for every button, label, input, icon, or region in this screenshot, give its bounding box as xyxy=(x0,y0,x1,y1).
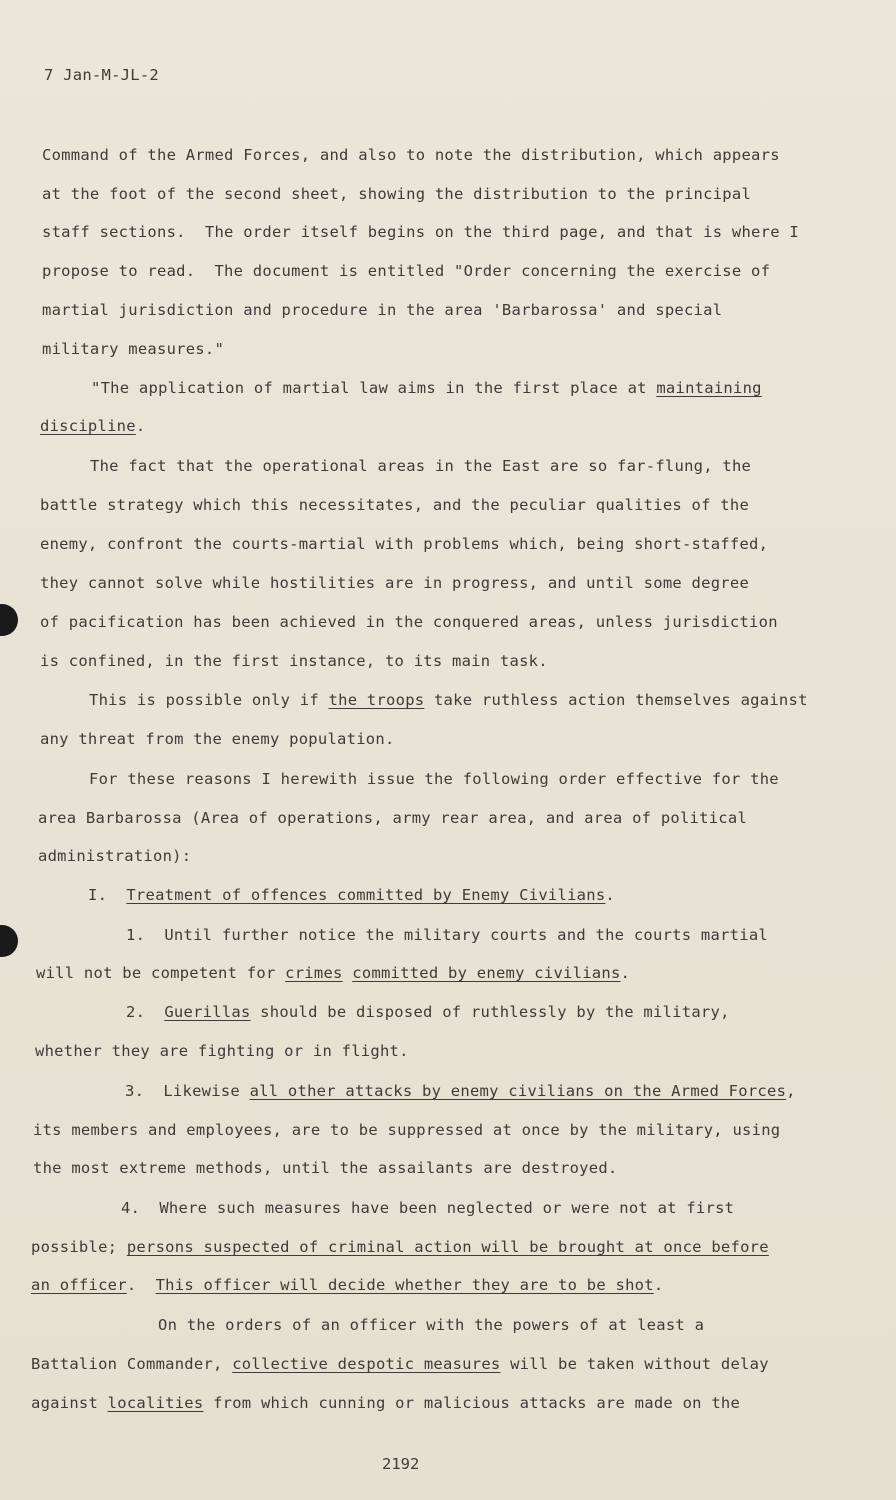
text-line: any threat from the enemy population. xyxy=(40,730,395,748)
text-line: at the foot of the second sheet, showing the distribution to the principal xyxy=(42,185,752,203)
text-line xyxy=(91,378,762,398)
underlined-text: persons suspected of criminal action will be brought at once before xyxy=(126,1238,769,1256)
text-line: enemy, confront the courts-martial with problems which, being short-staffed, xyxy=(40,535,769,553)
underlined-text: crimes xyxy=(285,964,343,982)
underlined-text: This officer will decide whether they are to be shot xyxy=(155,1276,654,1294)
text-line: is confined, in the first instance, to its main task. xyxy=(40,652,548,670)
text-line xyxy=(31,1237,769,1257)
underlined-text: collective despotic measures xyxy=(232,1355,501,1373)
text-segment: will not be competent for xyxy=(36,964,286,982)
text-line xyxy=(40,416,145,436)
text-segment: possible; xyxy=(31,1238,127,1256)
binder-hole xyxy=(0,604,18,636)
text-line xyxy=(125,1081,796,1101)
text-segment: take ruthless action themselves against xyxy=(424,691,808,709)
text-line xyxy=(89,690,808,710)
text-line: 1. Until further notice the military courts and the courts martial xyxy=(126,926,768,944)
underlined-text: the troops xyxy=(328,691,425,709)
text-line: they cannot solve while hostilities are in progress, and until some degree xyxy=(40,574,750,592)
text-segment: This is possible only if xyxy=(89,691,329,709)
text-line: military measures." xyxy=(42,340,225,358)
text-segment: . xyxy=(126,1276,156,1294)
section-heading xyxy=(88,885,615,905)
underlined-text: Guerillas xyxy=(164,1003,251,1021)
text-line: its members and employees, are to be suppressed at once by the military, using xyxy=(33,1121,781,1139)
underlined-text: committed by enemy civilians xyxy=(352,964,621,982)
text-segment: I. xyxy=(88,886,127,904)
binder-hole xyxy=(0,925,18,957)
underlined-text: Treatment of offences committed by Enemy Civilians xyxy=(126,886,606,904)
text-segment: , xyxy=(786,1082,796,1100)
text-line xyxy=(126,1002,730,1022)
text-segment: should be disposed of ruthlessly by the military, xyxy=(250,1003,730,1021)
text-line xyxy=(31,1393,740,1413)
text-line: On the orders of an officer with the powers of at least a xyxy=(158,1316,705,1334)
underlined-text: discipline xyxy=(40,417,136,435)
text-segment: will be taken without delay xyxy=(500,1355,769,1373)
text-line xyxy=(31,1275,663,1295)
text-line: The fact that the operational areas in the East are so far-flung, the xyxy=(90,457,752,475)
text-segment: . xyxy=(605,886,616,904)
text-segment: against xyxy=(31,1394,108,1412)
text-segment: . xyxy=(620,964,631,982)
text-line: the most extreme methods, until the assailants are destroyed. xyxy=(33,1159,618,1177)
document-reference: 7 Jan-M-JL-2 xyxy=(44,66,159,84)
text-segment: Battalion Commander, xyxy=(31,1355,233,1373)
text-segment: from which cunning or malicious attacks are made on the xyxy=(203,1394,741,1412)
underlined-text: an officer xyxy=(31,1276,127,1294)
text-segment: 2. xyxy=(126,1003,165,1021)
text-line xyxy=(36,963,630,983)
text-line: area Barbarossa (Area of operations, army rear area, and area of political xyxy=(38,809,748,827)
text-line: 4. Where such measures have been neglected or were not at first xyxy=(121,1199,735,1217)
text-line: Command of the Armed Forces, and also to note the distribution, which appears xyxy=(42,146,780,164)
text-segment xyxy=(343,964,353,982)
text-segment: . xyxy=(135,417,146,435)
text-line: of pacification has been achieved in the conquered areas, unless jurisdiction xyxy=(40,613,778,631)
underlined-text: all other attacks by enemy civilians on the Armed Forces xyxy=(249,1082,787,1100)
text-line: administration): xyxy=(38,847,192,865)
text-line xyxy=(31,1354,769,1374)
text-line: For these reasons I herewith issue the following order effective for the xyxy=(89,770,779,788)
text-line: martial jurisdiction and procedure in the area 'Barbarossa' and special xyxy=(42,301,723,319)
text-segment: . xyxy=(653,1276,664,1294)
underlined-text: maintaining xyxy=(656,379,762,397)
page-number: 2192 xyxy=(382,1455,420,1473)
text-line: battle strategy which this necessitates, and the peculiar qualities of the xyxy=(40,496,750,514)
text-line: whether they are fighting or in flight. xyxy=(35,1042,409,1060)
text-line: staff sections. The order itself begins on the third page, and that is where I xyxy=(42,223,799,241)
underlined-text: localities xyxy=(107,1394,204,1412)
text-line: propose to read. The document is entitled "Order concerning the exercise of xyxy=(42,262,771,280)
text-segment: 3. Likewise xyxy=(125,1082,250,1100)
text-segment: "The application of martial law aims in the first place at xyxy=(91,379,657,397)
